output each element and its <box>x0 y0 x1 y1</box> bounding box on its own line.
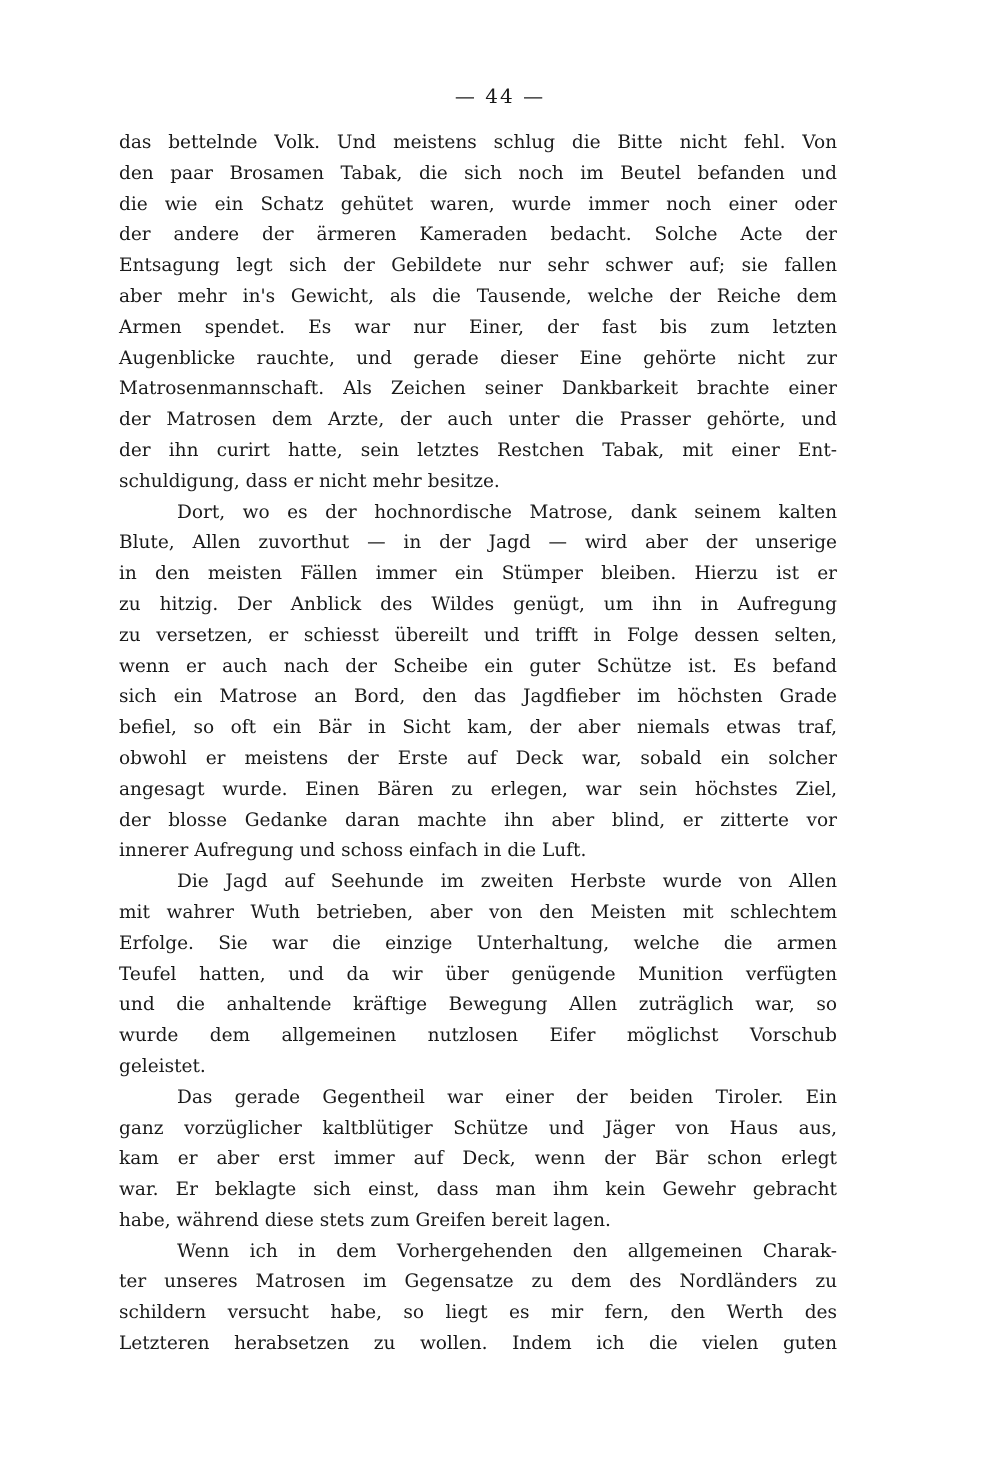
text-line: Wenn ich in dem Vorhergehenden den allgemeinen Charak- <box>177 1240 837 1262</box>
text-line: Blute, Allen zuvorthut — in der Jagd — wird aber der unserige <box>119 532 837 554</box>
text-line: zu hitzig. Der Anblick des Wildes genügt, um ihn in Aufregung <box>119 593 837 615</box>
text-line: das bettelnde Volk. Und meistens schlug die Bitte nicht fehl. Von <box>119 132 837 153</box>
text-line: wurde dem allgemeinen nutzlosen Eifer möglichst Vorschub <box>119 1025 837 1047</box>
text-line: ter unseres Matrosen im Gegensatze zu dem des Nordländers zu <box>119 1271 837 1293</box>
text-line: geleistet. <box>119 1055 206 1077</box>
text-line: schildern versucht habe, so liegt es mir fern, den Werth des <box>119 1302 837 1324</box>
text-line: ganz vorzüglicher kaltblütiger Schütze und Jäger von Haus aus, <box>119 1117 837 1139</box>
text-line: wenn er auch nach der Scheibe ein guter Schütze ist. Es befand <box>119 655 837 677</box>
text-line: obwohl er meistens der Erste auf Deck war, sobald ein solcher <box>119 747 837 769</box>
text-line: der Matrosen dem Arzte, der auch unter die Prasser gehörte, und <box>119 409 837 431</box>
text-line: Letzteren herabsetzen zu wollen. Indem ich die vielen guten <box>119 1333 837 1355</box>
text-line: der blosse Gedanke daran machte ihn aber blind, er zitterte vor <box>119 809 837 831</box>
text-line: schuldigung, dass er nicht mehr besitze. <box>119 470 500 492</box>
text-line: Entsagung legt sich der Gebildete nur sehr schwer auf; sie fallen <box>119 255 837 277</box>
text-line: kam er aber erst immer auf Deck, wenn der Bär schon erlegt <box>119 1148 837 1170</box>
text-line: Augenblicke rauchte, und gerade dieser Eine gehörte nicht zur <box>119 347 837 369</box>
text-line: angesagt wurde. Einen Bären zu erlegen, war sein höchstes Ziel, <box>119 778 837 800</box>
text-line: den paar Brosamen Tabak, die sich noch im Beutel befanden und <box>119 162 837 184</box>
text-line: der andere der ärmeren Kameraden bedacht. Solche Acte der <box>119 224 837 246</box>
text-line: der ihn curirt hatte, sein letztes Restchen Tabak, mit einer Ent- <box>119 439 837 461</box>
text-line: und die anhaltende kräftige Bewegung Allen zuträglich war, so <box>119 994 837 1016</box>
text-line: Teufel hatten, und da wir über genügende Munition verfügten <box>119 963 837 985</box>
text-line: mit wahrer Wuth betrieben, aber von den Meisten mit schlechtem <box>119 901 837 923</box>
body-text <box>119 128 837 1360</box>
text-line: innerer Aufregung und schoss einfach in die Luft. <box>119 840 587 862</box>
text-line: Armen spendet. Es war nur Einer, der fast bis zum letzten <box>119 316 837 338</box>
text-line: Dort, wo es der hochnordische Matrose, dank seinem kalten <box>177 501 837 523</box>
text-line: habe, während diese stets zum Greifen bereit lagen. <box>119 1209 611 1231</box>
text-line: die wie ein Schatz gehütet waren, wurde immer noch einer oder <box>119 193 837 215</box>
text-line: aber mehr in's Gewicht, als die Tausende, welche der Reiche dem <box>119 285 837 307</box>
text-line: Das gerade Gegentheil war einer der beiden Tiroler. Ein <box>177 1086 837 1108</box>
text-line: Erfolge. Sie war die einzige Unterhaltung, welche die armen <box>119 932 837 954</box>
text-line: Matrosenmannschaft. Als Zeichen seiner Dankbarkeit brachte einer <box>119 378 837 400</box>
text-line: zu versetzen, er schiesst übereilt und trifft in Folge dessen selten, <box>119 624 837 646</box>
text-line: in den meisten Fällen immer ein Stümper bleiben. Hierzu ist er <box>119 563 837 585</box>
text-line: sich ein Matrose an Bord, den das Jagdfieber im höchsten Grade <box>119 686 837 708</box>
page-number: — 44 — <box>454 84 546 108</box>
text-line: Die Jagd auf Seehunde im zweiten Herbste wurde von Allen <box>177 871 837 893</box>
text-line: war. Er beklagte sich einst, dass man ihm kein Gewehr gebracht <box>119 1179 837 1201</box>
text-line: befiel, so oft ein Bär in Sicht kam, der aber niemals etwas traf, <box>119 717 837 739</box>
